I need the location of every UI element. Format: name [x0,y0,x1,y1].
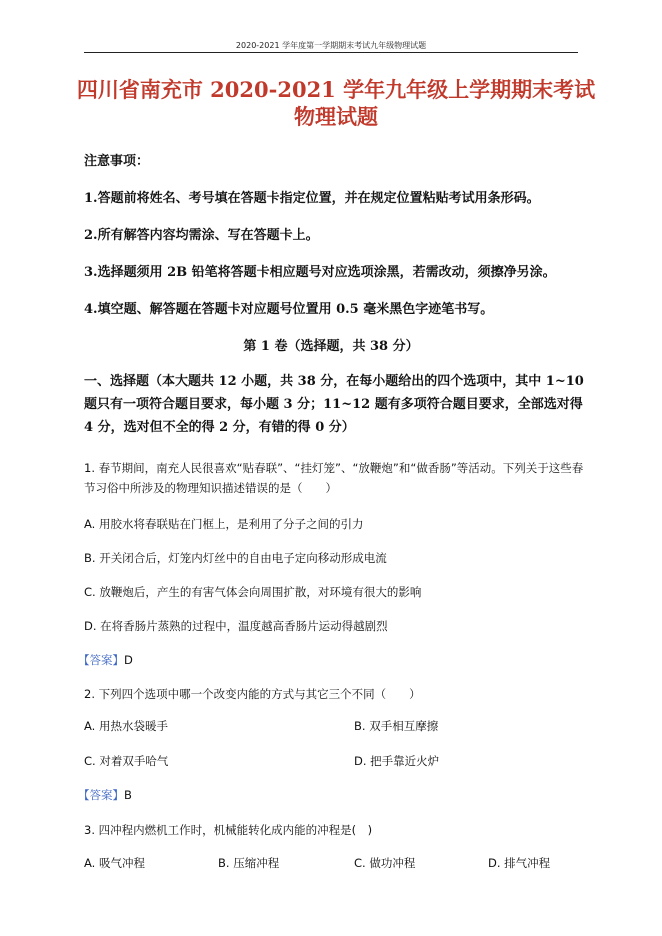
question-1-option-a: A. 用胶水将春联贴在门框上，是利用了分子之间的引力 [84,517,364,531]
question-3-option-c: C. 做功冲程 [354,856,416,870]
notice-heading: 注意事项： [84,154,150,169]
question-2-answer [78,787,132,803]
question-1-option-d: D. 在将香肠片蒸熟的过程中，温度越高香肠片运动得越剧烈 [84,619,388,633]
question-3-option-a: A. 吸气冲程 [84,856,145,870]
section-title: 第 1 卷（选择题，共 38 分） [243,339,419,354]
notice-item-3: 3.选择题须用 2B 铅笔将答题卡相应题号对应选项涂黑，若需改动，须擦净另涂。 [84,265,556,280]
question-1-option-c: C. 放鞭炮后，产生的有害气体会向周围扩散，对环境有很大的影响 [84,585,422,599]
section-intro: 一、选择题（本大题共 12 小题，共 38 分，在每小题给出的四个选项中，其中 1~10 题只有一项符合题目要求，每小题 3 分；11~12 题有多项符合题目要求，全部选对得 4 分，选对但不全的得 2 分，有错的得 0 分） [84,374,584,435]
answer-value: D [124,653,133,667]
page-title: 四川省南充市 2020-2021 学年九年级上学期期末考试物理试题 [76,77,596,129]
page-header: 2020-2021 学年度第一学期期末考试九年级物理试题 [235,41,427,50]
question-2-option-b: B. 双手相互摩擦 [354,719,439,733]
header-divider [84,52,578,53]
question-3-stem: 3. 四冲程内燃机工作时，机械能转化成内能的冲程是( ) [84,823,373,837]
answer-tag: 【答案】 [78,788,124,802]
question-2-stem: 2. 下列四个选项中哪一个改变内能的方式与其它三个不同（ ） [84,687,421,701]
question-2-option-c: C. 对着双手哈气 [84,754,169,768]
question-2-option-a: A. 用热水袋暖手 [84,719,168,733]
question-1-answer [78,652,133,668]
question-3-option-b: B. 压缩冲程 [218,856,280,870]
question-1-stem: 1. 春节期间，南充人民很喜欢“贴春联”、“挂灯笼”、“放鞭炮”和“做香肠”等活动。下列关于这些春节习俗中所涉及的物理知识描述错误的是（ ） [84,461,584,495]
question-2-option-d: D. 把手靠近火炉 [354,754,440,768]
notice-item-4: 4.填空题、解答题在答题卡对应题号位置用 0.5 毫米黑色字迹笔书写。 [84,302,494,317]
question-1-option-b: B. 开关闭合后，灯笼内灯丝中的自由电子定向移动形成电流 [84,551,387,565]
answer-value: B [124,788,132,802]
answer-tag: 【答案】 [78,653,124,667]
notice-item-1: 1.答题前将姓名、考号填在答题卡指定位置，并在规定位置粘贴考试用条形码。 [84,191,540,206]
question-3-option-d: D. 排气冲程 [488,856,551,870]
notice-item-2: 2.所有解答内容均需涂、写在答题卡上。 [84,228,319,243]
